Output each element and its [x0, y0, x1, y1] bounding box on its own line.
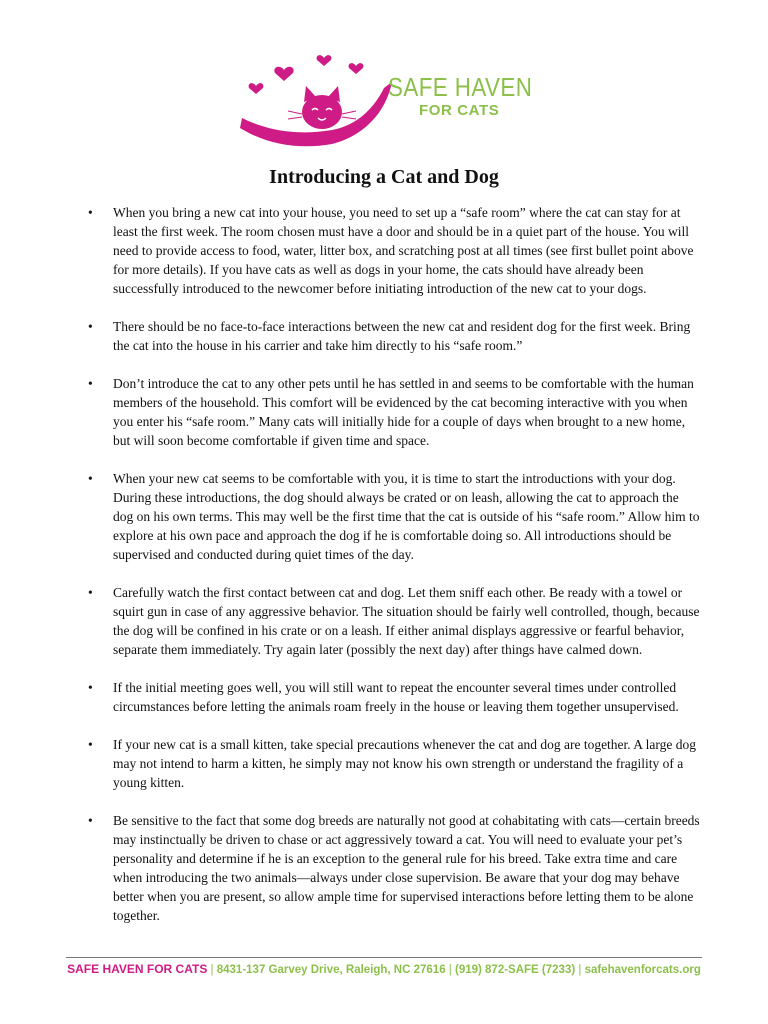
- footer-org: SAFE HAVEN FOR CATS: [67, 962, 208, 976]
- logo-name-line1: SAFE HAVEN: [388, 72, 533, 102]
- logo-name-line2: FOR CATS: [419, 102, 500, 119]
- footer-divider: [66, 957, 702, 958]
- bullet-icon: •: [88, 471, 93, 486]
- heart-icon: [317, 55, 332, 66]
- heart-icon: [249, 83, 264, 94]
- list-item: [88, 317, 700, 355]
- list-item-text: When you bring a new cat into your house, you need to set up a “safe room” where the cat can stay for at least the first week. The room chosen must have a door and should be in a quiet part of the house. You will need to provide access to food, water, litter box, and scratching post at all times (see first bullet point above for more details). If you have cats as well as dogs in your home, the cats should have already been successfully introduced to the newcomer before initiating introduction of the new cat to your dogs.: [113, 205, 694, 296]
- list-item-text: Carefully watch the first contact between cat and dog. Let them sniff each other. Be ready with a towel or squirt gun in case of any aggressive behavior. The situation should be fairly well controlled, though, because the dog will be confined in his crate or on a leash. If either animal displays aggressive or fearful behavior, separate them immediately. Try again later (possibly the next day) after things have calmed down.: [113, 585, 700, 657]
- heart-icon: [274, 67, 293, 81]
- list-item: [88, 469, 700, 564]
- page-title: Introducing a Cat and Dog: [269, 166, 499, 188]
- bullet-icon: •: [88, 680, 93, 695]
- list-item: [88, 583, 700, 659]
- list-item: [88, 203, 700, 298]
- footer-website-link[interactable]: safehavenforcats.org: [584, 964, 701, 976]
- footer: [0, 962, 768, 976]
- footer-address: 8431-137 Garvey Drive, Raleigh, NC 27616: [216, 964, 446, 976]
- list-item-text: If the initial meeting goes well, you will still want to repeat the encounter several times under controlled circumstances before letting the animals roam freely in the house or leaving them together unsupervised.: [113, 680, 679, 714]
- list-item: [88, 678, 700, 716]
- footer-separator: |: [575, 964, 585, 976]
- list-item-text: Be sensitive to the fact that some dog breeds are naturally not good at cohabitating with cats—certain breeds may instinctually be driven to chase or act aggressively toward a cat. You will need to evaluate your pet’s personality and determine if he is an exception to the general rule for his breed. Take extra time and care when introducing the two animals—always under close supervision. Be aware that your dog may behave better when you are present, so allow ample time for supervised interactions before letting them to be alone together.: [113, 813, 700, 923]
- bullet-list: [88, 203, 700, 944]
- list-item: [88, 735, 700, 792]
- list-item-text: Don’t introduce the cat to any other pets until he has settled in and seems to be comfortable with the human members of the household. This comfort will be evidenced by the cat becoming interactive with you when you enter his “safe room.” Many cats will initially hide for a couple of days when brought to a new home, but will soon become comfortable if given time and space.: [113, 376, 694, 448]
- cat-hearts-logo-icon: [236, 50, 396, 150]
- heart-icon: [349, 63, 364, 74]
- list-item-text: If your new cat is a small kitten, take special precautions whenever the cat and dog are together. A large dog may not intend to harm a kitten, he simply may not know his own strength or understand the fragility of a young kitten.: [113, 737, 697, 790]
- bullet-icon: •: [88, 376, 93, 391]
- footer-separator: |: [207, 964, 217, 976]
- footer-phone: (919) 872-SAFE (7233): [455, 964, 576, 976]
- bullet-icon: •: [88, 737, 93, 752]
- bullet-icon: •: [88, 813, 93, 828]
- bullet-icon: •: [88, 205, 93, 220]
- logo: [236, 50, 536, 150]
- list-item: [88, 374, 700, 450]
- list-item-text: When your new cat seems to be comfortable with you, it is time to start the introductions with your dog. During these introductions, the dog should always be crated or on leash, allowing the cat to approach the dog on his own terms. This may well be the first time that the cat is outside of his “safe room.” Allow him to explore at his own pace and approach the dog if he is comfortable doing so. All introductions should be supervised and conducted during quiet times of the day.: [113, 471, 700, 562]
- bullet-icon: •: [88, 319, 93, 334]
- list-item: [88, 811, 700, 925]
- bullet-icon: •: [88, 585, 93, 600]
- footer-separator: |: [445, 964, 455, 976]
- list-item-text: There should be no face-to-face interactions between the new cat and resident dog for the first week. Bring the cat into the house in his carrier and take him directly to his “safe room.”: [113, 319, 691, 353]
